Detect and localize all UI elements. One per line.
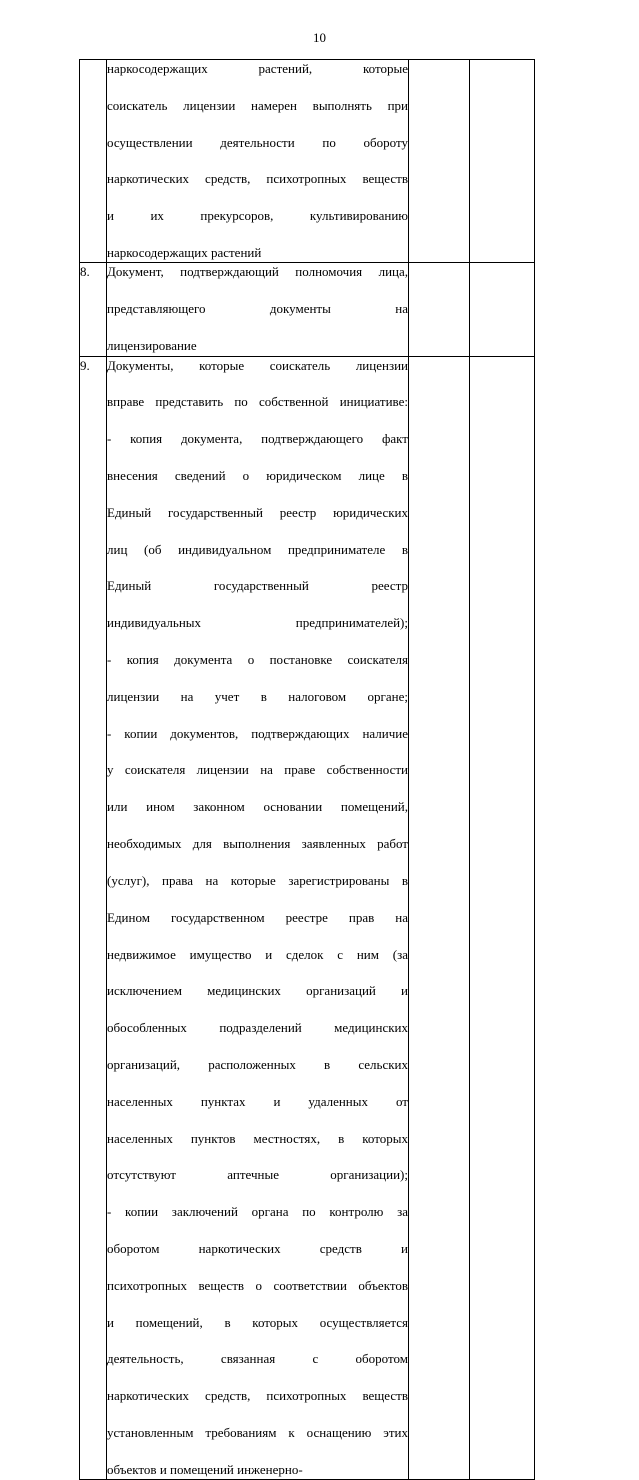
description-line: - копия документа, подтверждающего факт xyxy=(107,431,408,447)
description-line: Едином государственном реестре прав на xyxy=(107,909,408,925)
description-line: объектов и помещений инженерно- xyxy=(107,1461,303,1477)
description-line: вправе представить по собственной инициативе: xyxy=(107,394,408,410)
description-line: (услуг), права на которые зарегистрированы в xyxy=(107,872,408,888)
description-line: осуществлении деятельности по обороту xyxy=(107,134,408,150)
empty-cell xyxy=(409,60,470,263)
description-line: оборотом наркотических средств и xyxy=(107,1241,408,1256)
row-description xyxy=(107,263,409,356)
description-line: установленным требованиям к оснащению этих xyxy=(107,1425,408,1441)
table-row xyxy=(80,356,535,1480)
row-description xyxy=(107,356,409,1480)
row-description xyxy=(107,60,409,263)
description-line: индивидуальных предпринимателей); xyxy=(107,615,408,631)
empty-cell xyxy=(409,356,470,1480)
description-line: необходимых для выполнения заявленных работ xyxy=(107,836,408,852)
empty-cell xyxy=(470,356,535,1480)
row-number xyxy=(80,60,107,263)
description-line: недвижимое имущество и сделок с ним (за xyxy=(107,946,408,962)
description-line: наркосодержащих растений, которые xyxy=(107,61,408,76)
description-line: или ином законном основании помещений, xyxy=(107,799,408,815)
description-line: Единый государственный реестр xyxy=(107,578,408,594)
description-line: лицензирование xyxy=(107,338,197,354)
description-line: и их прекурсоров, культивированию xyxy=(107,208,408,224)
description-line: Единый государственный реестр юридических xyxy=(107,504,408,520)
description-line: - копии заключений органа по контролю за xyxy=(107,1204,408,1220)
description-line: Документ, подтверждающий полномочия лица, xyxy=(107,264,408,280)
description-line: населенных пунктах и удаленных от xyxy=(107,1093,408,1109)
description-line: лицензии на учет в налоговом органе; xyxy=(107,688,408,704)
description-line: обособленных подразделений медицинских xyxy=(107,1020,408,1036)
description-line: наркосодержащих растений xyxy=(107,245,262,261)
description-line: наркотических средств, психотропных веществ xyxy=(107,171,408,187)
empty-cell xyxy=(470,263,535,356)
description-line: - копия документа о постановке соискателя xyxy=(107,652,408,667)
description-line: лиц (об индивидуальном предпринимателе в xyxy=(107,541,408,557)
description-line: представляющего документы на xyxy=(107,301,408,317)
description-line: у соискателя лицензии на праве собственности xyxy=(107,762,408,778)
empty-cell xyxy=(409,263,470,356)
row-number: 9. xyxy=(80,356,107,1480)
empty-cell xyxy=(470,60,535,263)
table-row xyxy=(80,263,535,356)
description-line: деятельность, связанная с оборотом xyxy=(107,1351,408,1367)
description-line: отсутствуют аптечные организации); xyxy=(107,1167,408,1183)
description-line: исключением медицинских организаций и xyxy=(107,983,408,999)
description-line: организаций, расположенных в сельских xyxy=(107,1056,408,1072)
description-line: внесения сведений о юридическом лице в xyxy=(107,467,408,483)
table-body xyxy=(80,60,535,1480)
table-row xyxy=(80,60,535,263)
description-line: и помещений, в которых осуществляется xyxy=(107,1314,408,1330)
row-number: 8. xyxy=(80,263,107,356)
description-line: наркотических средств, психотропных веществ xyxy=(107,1388,408,1404)
description-line: соискатель лицензии намерен выполнять при xyxy=(107,97,408,113)
description-line: Документы, которые соискатель лицензии xyxy=(107,357,408,373)
description-line: - копии документов, подтверждающих наличие xyxy=(107,725,408,741)
description-line: населенных пунктов местностях, в которых xyxy=(107,1130,408,1146)
page-number: 10 xyxy=(313,30,326,45)
requirements-table xyxy=(79,59,535,1480)
description-line: психотропных веществ о соответствии объектов xyxy=(107,1277,408,1293)
